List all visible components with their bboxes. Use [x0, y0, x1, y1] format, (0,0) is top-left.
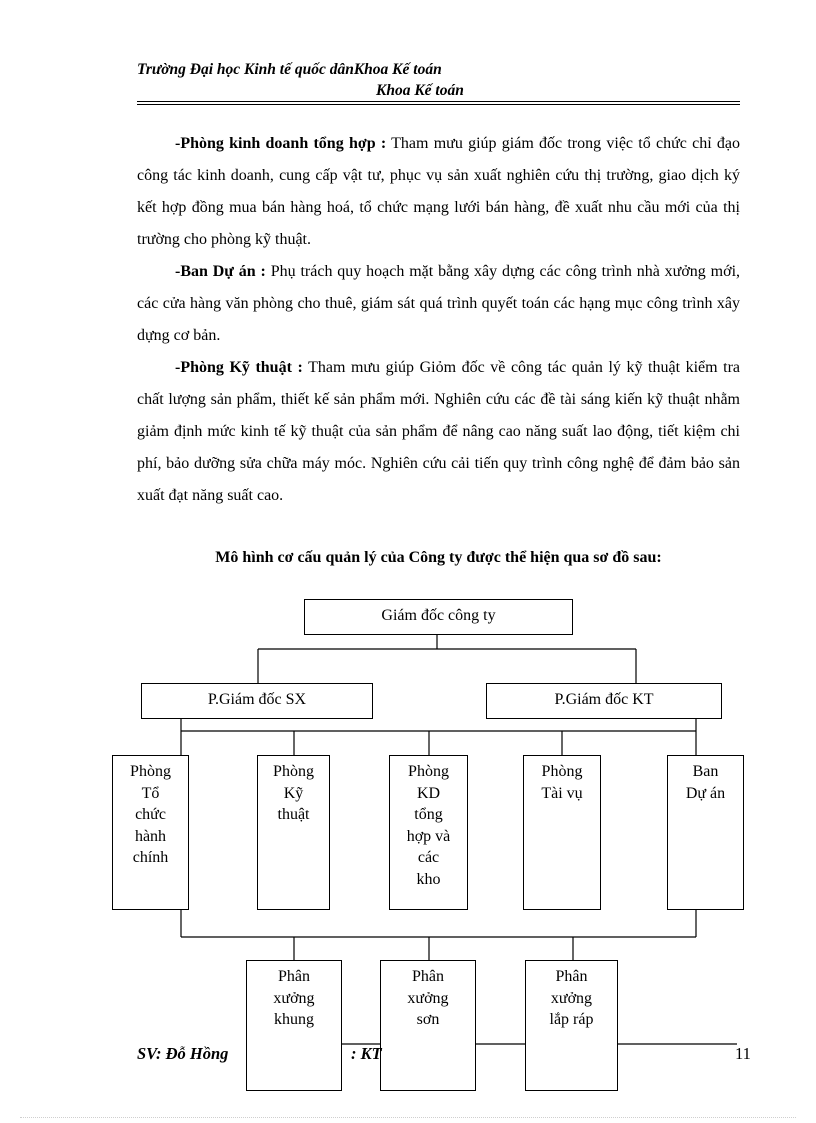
header-school-name: Trường Đại học Kinh tế quốc dânKhoa Kế toán: [137, 61, 442, 78]
dept-label-line: Phòng: [130, 763, 171, 780]
dept-label-line: Dự án: [685, 784, 726, 802]
dept-label-line: hợp và: [406, 827, 451, 845]
dept-label-line: chính: [132, 849, 169, 866]
paragraph-title: -Phòng kinh doanh tổng hợp :: [175, 135, 387, 152]
dept-label-line: kho: [416, 870, 441, 888]
org-chart-caption: Mô hình cơ cấu quản lý của Công ty được thể hiện qua sơ đồ sau:: [215, 549, 662, 566]
workshop-label-line: sơn: [416, 1011, 440, 1028]
director-box: [304, 599, 573, 635]
director-label: Giám đốc công ty: [381, 607, 496, 624]
dept-box-ky-thuat: [257, 755, 330, 910]
page-number: 11: [735, 1044, 751, 1063]
paragraph-text: Tham mưu giúp giám đốc trong việc tổ chức chỉ đạo công tác kinh doanh, cung cấp vật tư, phục vụ sản xuất nghiên cứu thị trường, giao dịch ký kết hợp đồng mua bán hàng hoá, tổ chức mạng lưới bán hàng, đề xuất nhu cầu mới của thị trường cho phòng kỹ thuật.: [137, 135, 740, 248]
workshop-label-line: xưởng: [407, 989, 449, 1007]
page-bottom-divider: [20, 1117, 796, 1118]
footer-student-name: SV: Đỗ Hồng: [137, 1044, 229, 1063]
deputy-director-production-box: [141, 683, 373, 719]
dept-box-tai-vu: [523, 755, 601, 910]
dept-label-line: Tài vụ: [541, 784, 583, 802]
dept-label-line: chức: [135, 806, 166, 823]
dept-box-kinh-doanh-tong-hop: [389, 755, 468, 910]
dept-label-line: Phòng: [273, 763, 314, 780]
workshop-box-lap-rap: [525, 960, 618, 1091]
workshop-label-line: lắp ráp: [549, 1011, 594, 1028]
workshop-box-son: [380, 960, 476, 1091]
paragraph-text: Tham mưu giúp Giỏm đốc về công tác quản lý kỹ thuật kiểm tra chất lượng sản phẩm, thiết kế sản phẩm mới. Nghiên cứu các đề tài sáng kiến kỹ thuật nhằm giảm định mức kinh tế kỹ thuật của sản phẩm để nâng cao năng suất lao động, tiết kiệm chi phí, bảo dưỡng sửa chữa máy móc. Nghiên cứu cải tiến quy trình công nghệ để đảm bảo sản xuất đạt năng suất cao.: [137, 359, 740, 504]
dept-label-line: các: [417, 849, 440, 866]
dept-label-line: Phòng: [408, 763, 449, 780]
dept-label-line: Phòng: [541, 763, 583, 780]
dept-label-line: Tổ: [141, 784, 160, 802]
paragraph-title: -Ban Dự án :: [175, 263, 266, 280]
dept-label-line: thuật: [277, 806, 310, 823]
workshop-label-line: Phân: [555, 968, 588, 985]
workshop-label-line: Phân: [278, 968, 310, 985]
header-faculty: Khoa Kế toán: [376, 82, 464, 99]
deputy-director-technical-box: [486, 683, 722, 719]
dept-box-ban-du-an: [667, 755, 744, 910]
workshop-label-line: xưởng: [550, 989, 593, 1007]
dept-label-line: Kỹ: [283, 784, 304, 802]
paragraph-text: Phụ trách quy hoạch mặt bằng xây dựng các công trình nhà xưởng mới, các cửa hàng văn phòng cho thuê, giám sát quá trình quyết toán các hạng mục công trình xây dựng cơ bản.: [137, 263, 741, 344]
dept-box-to-chuc-hanh-chinh: [112, 755, 189, 910]
deputy-director-technical-label: P.Giám đốc KT: [554, 691, 654, 708]
paragraph-title: -Phòng Kỹ thuật :: [175, 359, 303, 376]
workshop-label-line: xưởng: [273, 989, 315, 1007]
dept-label-line: hành: [134, 827, 167, 845]
dept-label-line: tổng: [414, 806, 443, 823]
workshop-box-khung: [246, 960, 342, 1091]
deputy-director-production-label: P.Giám đốc SX: [207, 691, 307, 708]
dept-label-line: KD: [416, 784, 441, 802]
workshop-label-line: khung: [274, 1011, 314, 1028]
workshop-label-line: Phân: [412, 968, 444, 985]
footer-class: : KT: [351, 1044, 382, 1063]
dept-label-line: Ban: [692, 763, 719, 780]
